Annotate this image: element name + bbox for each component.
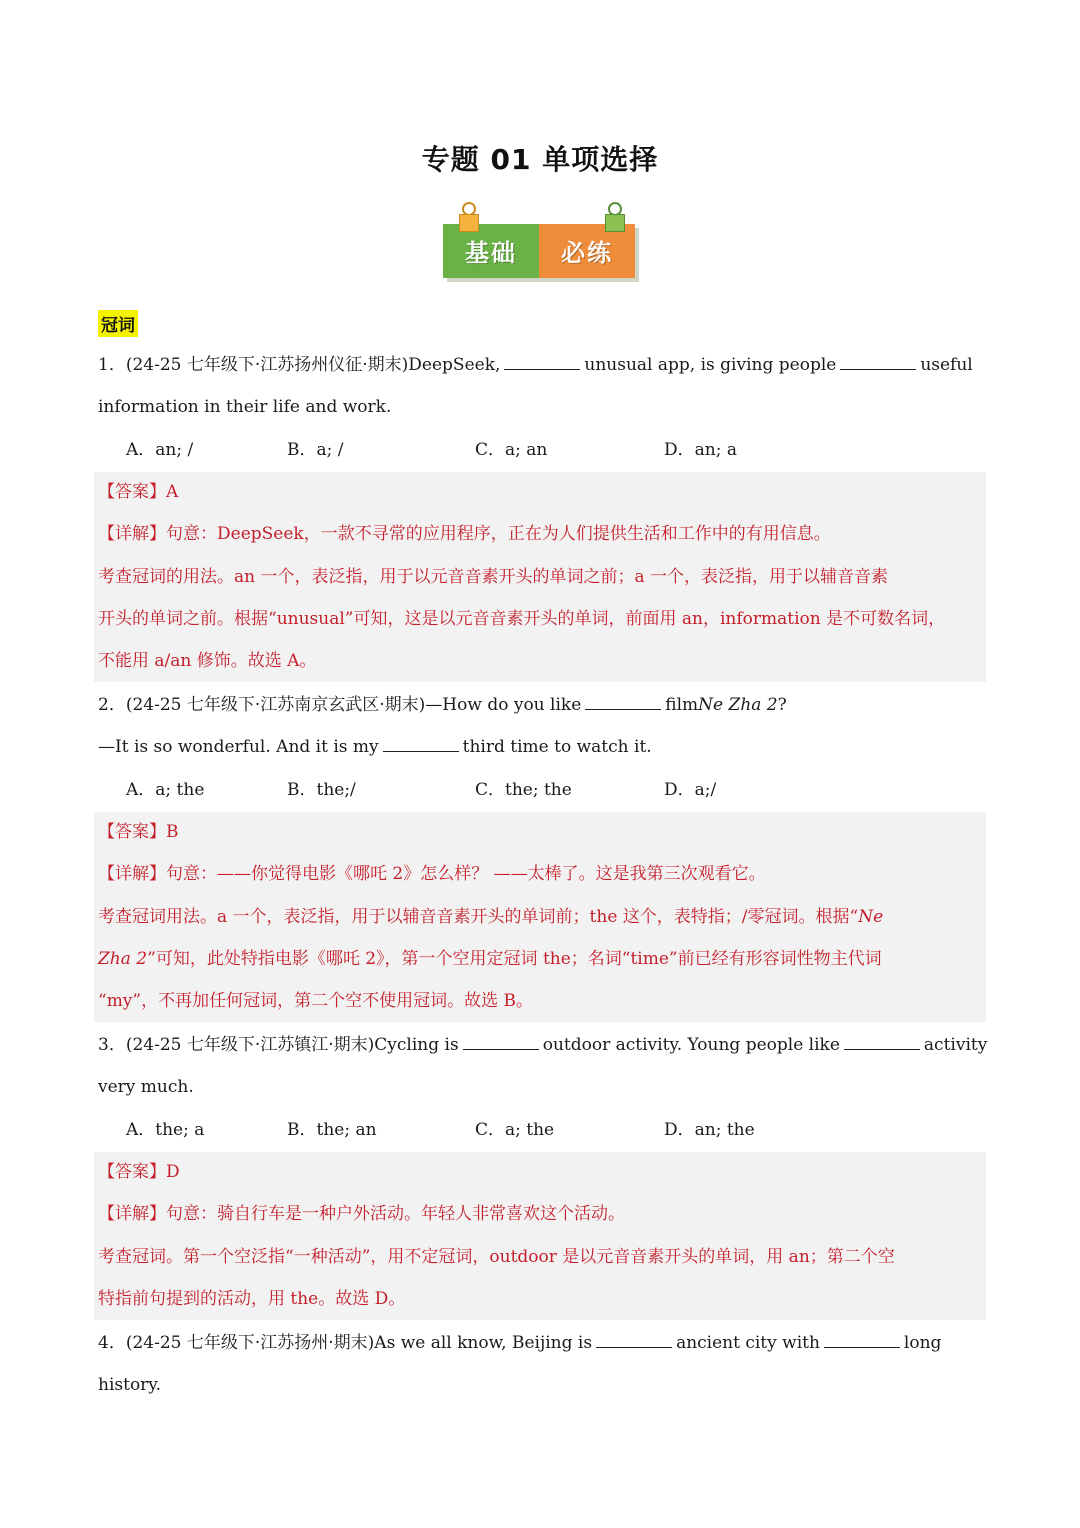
question-2-stem-cont: —It is so wonderful. And it is my third time to watch it. (98, 737, 652, 757)
clip-icon (457, 202, 479, 232)
question-1-stem-cont: information in their life and work. (98, 397, 392, 417)
option-d: D．an; a (664, 440, 737, 460)
option-b: B．the; an (287, 1120, 377, 1140)
explanation-line: Zha 2”可知，此处特指电影《哪吒 2》，第一个空用定冠词 the；名词“time”前已经有形容词性物主代词 (98, 949, 882, 969)
answer-line: 【答案】B (98, 822, 179, 842)
detail-line: 【详解】句意：——你觉得电影《哪吒 2》怎么样？ ——太棒了。这是我第三次观看它。 (98, 864, 766, 884)
option-d: D．an; the (664, 1120, 755, 1140)
question-3-stem: 3．(24-25 七年级下·江苏镇江·期末)Cycling is outdoor activity. Young people like activity (98, 1035, 988, 1055)
badge-left-text: 基础 (465, 239, 517, 267)
answer-blank (596, 1333, 672, 1348)
explanation-line: 考查冠词。第一个空泛指“一种活动”，用不定冠词，outdoor 是以元音音素开头的单词，用 an；第二个空 (98, 1247, 895, 1267)
option-a: A．an; / (126, 440, 194, 460)
question-4-stem-cont: history. (98, 1375, 162, 1395)
answer-blank (585, 695, 661, 710)
option-c: C．the; the (475, 780, 572, 800)
option-c: C．a; an (475, 440, 548, 460)
explanation-line: 开头的单词之前。根据“unusual”可知，这是以元音音素开头的单词，前面用 an，information 是不可数名词， (98, 609, 946, 629)
explanation-line: 考查冠词的用法。an 一个，表泛指，用于以元音音素开头的单词之前；a 一个，表泛指，用于以辅音音素 (98, 567, 889, 587)
answer-blank (383, 737, 459, 752)
answer-blank (844, 1035, 920, 1050)
clip-icon (603, 202, 625, 232)
question-2-stem: 2．(24-25 七年级下·江苏南京玄武区·期末)—How do you like filmNe Zha 2? (98, 695, 787, 715)
answer-line: 【答案】A (98, 482, 179, 502)
answer-blank (463, 1035, 539, 1050)
detail-line: 【详解】句意：骑自行车是一种户外活动。年轻人非常喜欢这个活动。 (98, 1204, 625, 1224)
answer-blank (824, 1333, 900, 1348)
explanation-line: 考查冠词用法。a 一个，表泛指，用于以辅音音素开头的单词前；the 这个，表特指；/零冠词。根据“Ne (98, 907, 884, 927)
detail-line: 【详解】句意：DeepSeek，一款不寻常的应用程序，正在为人们提供生活和工作中的有用信息。 (98, 524, 831, 544)
explanation-line: 不能用 a/an 修饰。故选 A。 (98, 651, 317, 671)
question-3-stem-cont: very much. (98, 1077, 194, 1097)
option-b: B．a; / (287, 440, 344, 460)
option-a: A．the; a (126, 1120, 205, 1140)
option-c: C．a; the (475, 1120, 555, 1140)
answer-line: 【答案】D (98, 1162, 180, 1182)
question-4-stem: 4．(24-25 七年级下·江苏扬州·期末)As we all know, Beijing is ancient city with long (98, 1333, 942, 1353)
answer-blank (840, 355, 916, 370)
explanation-line: “my”，不再加任何冠词，第二个空不使用冠词。故选 B。 (98, 991, 534, 1011)
option-a: A．a; the (126, 780, 205, 800)
page-title: 专题 01 单项选择 (421, 143, 659, 176)
option-d: D．a;/ (664, 780, 717, 800)
option-b: B．the;/ (287, 780, 356, 800)
badge-right-text: 必练 (561, 239, 613, 267)
section-heading: 冠词 (98, 310, 138, 337)
answer-blank (504, 355, 580, 370)
section-badge (443, 200, 637, 282)
explanation-line: 特指前句提到的活动，用 the。故选 D。 (98, 1289, 406, 1309)
question-1-stem: 1．(24-25 七年级下·江苏扬州仪征·期末)DeepSeek, unusual app, is giving people useful (98, 355, 973, 375)
